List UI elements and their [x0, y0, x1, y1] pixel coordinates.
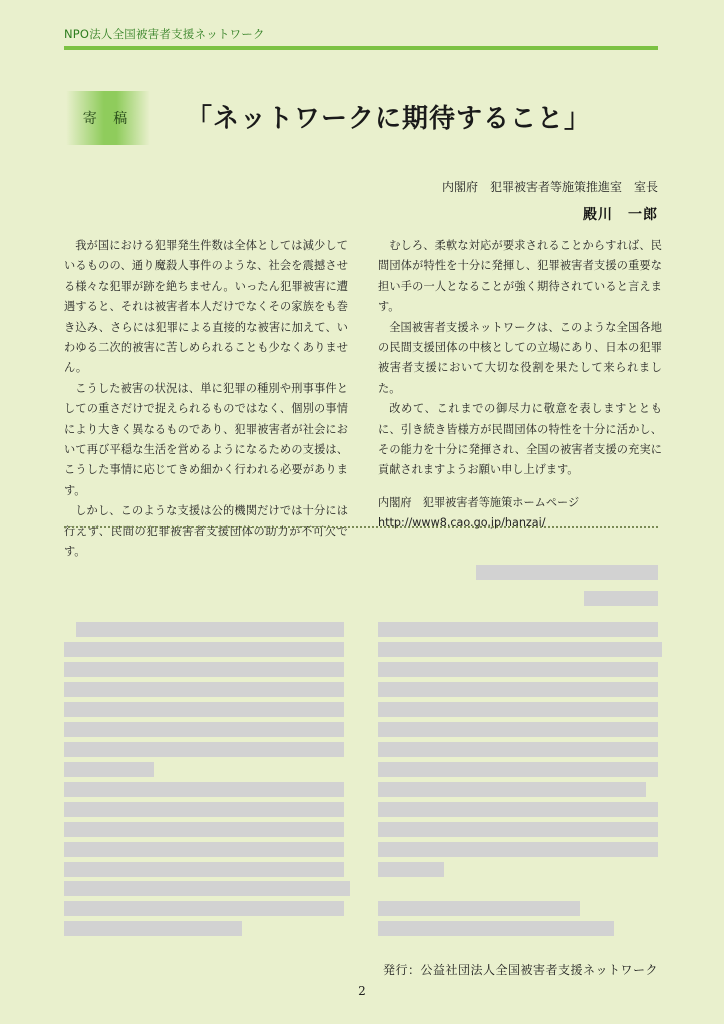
redacted-line [378, 762, 658, 777]
redacted-line [64, 822, 344, 837]
body-paragraph: こうした被害の状況は、単に犯罪の種別や刑事事件としての重さだけで捉えられるものではなく、個別の事情により大きく異なるものであり、犯罪被害者が社会において再び平穏な生活を営めるようになるための支援は、こうした事情に応じてきめ細かく行われる必要があります。 [64, 381, 348, 497]
article-title: 「ネットワークに期待すること」 [186, 104, 592, 134]
article-body-right [378, 236, 662, 534]
redacted-line [64, 881, 350, 896]
redacted-line [64, 662, 344, 677]
redacted-line [64, 862, 344, 877]
body-paragraph: しかし、このような支援は公的機関だけでは十分には行えず、民間の犯罪被害者支援団体の助力が不可欠です。 [64, 504, 348, 559]
redacted-line [378, 862, 444, 877]
page-number: 2 [358, 984, 366, 998]
redacted-line [584, 591, 658, 606]
redacted-line [378, 742, 658, 757]
redacted-line [64, 802, 344, 817]
article-body-left [64, 236, 348, 563]
redacted-line [378, 842, 658, 857]
redacted-line [64, 642, 344, 657]
redacted-line [76, 622, 344, 637]
body-paragraph: 改めて、これまでの御尽力に敬意を表しますとともに、引き続き皆様方が民間団体の特性を十分に活かし、その能力を十分に発揮され、全国の被害者支援の充実に貢献されますようお願い申し上げます。 [378, 402, 662, 477]
redacted-line [378, 921, 614, 936]
redacted-line [64, 921, 242, 936]
org-header: NPO法人全国被害者支援ネットワーク [64, 27, 265, 41]
redacted-line [378, 662, 658, 677]
link-url[interactable]: http://www8.cao.go.jp/hanzai/ [378, 516, 546, 530]
redacted-line [378, 642, 662, 657]
link-label: 内閣府 犯罪被害者等施策ホームページ [378, 495, 580, 509]
footer-publisher: 発行：公益社団法人全国被害者支援ネットワーク [382, 963, 658, 977]
section-divider [64, 526, 658, 528]
body-paragraph: 我が国における犯罪発生件数は全体としては減少しているものの、通り魔殺人事件のような、社会を震撼させる様々な犯罪が跡を絶ちません。いったん犯罪被害に遭遇すると、それは被害者本人だけでなくその家族をも巻き込み、さらには犯罪による直接的な被害に加えて、いわゆる二次的被害に苦しめられることも少なくありません。 [64, 239, 348, 375]
body-paragraph: むしろ、柔軟な対応が要求されることからすれば、民間団体が特性を十分に発揮し、犯罪被害者支援の重要な担い手の一人となることが強く期待されていると言えます。 [378, 239, 662, 314]
redacted-line [64, 762, 154, 777]
author-name: 殿川 一郎 [583, 207, 658, 223]
redacted-line [378, 702, 658, 717]
header-rule [64, 46, 658, 50]
redacted-line [64, 722, 344, 737]
body-paragraph: 全国被害者支援ネットワークは、このような全国各地の民間支援団体の中核としての立場にあり、日本の犯罪被害者支援において大切な役割を果たして来られました。 [378, 320, 662, 395]
redacted-line [64, 702, 344, 717]
redacted-line [378, 622, 658, 637]
redacted-line [476, 565, 658, 580]
redacted-line [64, 742, 344, 757]
category-tag: 寄 稿 [66, 91, 150, 145]
redacted-line [64, 682, 344, 697]
redacted-line [378, 782, 646, 797]
redacted-line [378, 682, 658, 697]
redacted-line [378, 822, 658, 837]
redacted-line [64, 901, 344, 916]
redacted-line [64, 842, 344, 857]
redacted-line [64, 782, 344, 797]
redacted-line [378, 901, 580, 916]
redacted-line [378, 802, 658, 817]
redacted-line [378, 722, 658, 737]
author-affiliation: 内閣府 犯罪被害者等施策推進室 室長 [441, 180, 658, 194]
